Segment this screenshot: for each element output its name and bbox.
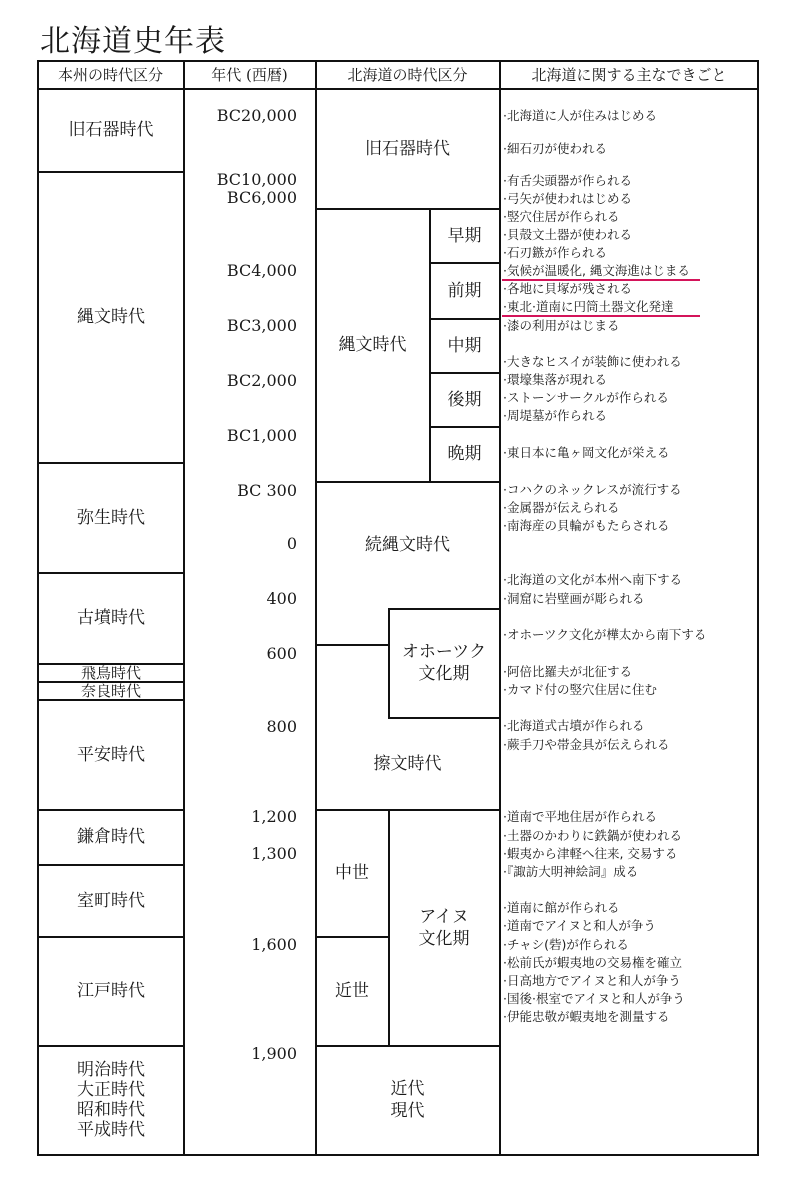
hokkaido-period-kindai bbox=[316, 1046, 499, 1154]
event-item: ·道南でアイヌと和人が争う bbox=[503, 918, 656, 933]
hokkaido-period-kyusekki: 旧石器時代 bbox=[365, 138, 450, 159]
event-item: ·洞窟に岩壁画が彫られる bbox=[503, 591, 645, 606]
honshu-period-modern bbox=[39, 1046, 183, 1154]
honshu-period-meiji: 明治時代 bbox=[77, 1060, 145, 1080]
event-item-highlighted: ·東北·道南に円筒土器文化発達 bbox=[503, 299, 674, 314]
honshu-period-kyusekki: 旧石器時代 bbox=[68, 120, 154, 140]
year-label: 0 bbox=[286, 534, 297, 553]
event-item: ·オホーツク文化が樺太から南下する bbox=[503, 627, 707, 642]
event-item: ·東日本に亀ヶ岡文化が栄える bbox=[503, 445, 670, 460]
hokkaido-period-ainu bbox=[389, 810, 499, 1045]
event-item: ·蝦夷から津軽へ往来, 交易する bbox=[503, 846, 678, 861]
honshu-period-muromachi: 室町時代 bbox=[77, 890, 145, 911]
event-item: ·伊能忠敬が蝦夷地を測量する bbox=[503, 1009, 670, 1024]
event-item: ·細石刃が使われる bbox=[503, 141, 607, 156]
year-label: BC2,000 bbox=[226, 371, 297, 390]
event-item: ·国後·根室でアイヌと和人が争う bbox=[503, 991, 685, 1006]
column-divider bbox=[499, 61, 501, 1155]
jomon-subperiod-middle: 中期 bbox=[447, 335, 482, 356]
event-item: ·弓矢が使われはじめる bbox=[503, 191, 632, 206]
year-label: BC3,000 bbox=[226, 316, 297, 335]
page-title: 北海道史年表 bbox=[40, 24, 226, 59]
event-item: ·蕨手刀や帯金具が伝えられる bbox=[503, 737, 670, 752]
event-item: ·周堤墓が作られる bbox=[503, 408, 607, 423]
event-item: ·大きなヒスイが装飾に使われる bbox=[503, 354, 682, 369]
header-hokkaido: 北海道の時代区分 bbox=[347, 66, 468, 84]
event-item: ·北海道式古墳が作られる bbox=[503, 718, 645, 733]
hokkaido-period-satsumon: 擦文時代 bbox=[373, 753, 442, 774]
jomon-subperiod-early: 早期 bbox=[447, 225, 482, 246]
event-item: ·北海道の文化が本州へ南下する bbox=[503, 572, 682, 587]
year-label: BC6,000 bbox=[226, 188, 297, 207]
year-label: BC20,000 bbox=[216, 106, 297, 125]
year-label: BC4,000 bbox=[226, 261, 297, 280]
event-item: ·カマド付の竪穴住居に住む bbox=[503, 682, 657, 697]
honshu-period-showa: 昭和時代 bbox=[77, 1100, 145, 1120]
year-label: 1,200 bbox=[251, 807, 297, 826]
event-item: ·竪穴住居が作られる bbox=[503, 209, 620, 224]
event-item: ·石刃鏃が作られる bbox=[503, 245, 607, 260]
event-item: ·道南で平地住居が作られる bbox=[503, 809, 657, 824]
year-label: 400 bbox=[266, 589, 297, 608]
event-item: ·コハクのネックレスが流行する bbox=[503, 482, 682, 497]
event-item: ·ストーンサークルが作られる bbox=[503, 390, 669, 405]
event-item: ·貝殻文土器が使われる bbox=[503, 227, 632, 242]
honshu-period-heian: 平安時代 bbox=[77, 744, 145, 765]
column-divider bbox=[183, 61, 185, 1155]
honshu-period-heisei: 平成時代 bbox=[77, 1120, 145, 1140]
year-label: BC 300 bbox=[237, 481, 297, 500]
event-item: ·『諏訪大明神絵詞』成る bbox=[503, 864, 639, 879]
event-item: ·道南に館が作られる bbox=[503, 900, 620, 915]
year-label: 800 bbox=[266, 717, 297, 736]
hokkaido-period-zoku-jomon: 続縄文時代 bbox=[365, 535, 450, 555]
honshu-period-jomon: 縄文時代 bbox=[77, 307, 145, 327]
honshu-period-taisho: 大正時代 bbox=[77, 1080, 145, 1100]
event-item: ·環壕集落が現れる bbox=[503, 372, 607, 387]
event-item-highlighted: ·気候が温暖化, 縄文海進はじまる bbox=[503, 263, 690, 278]
header-events: 北海道に関する主なできごと bbox=[531, 66, 727, 84]
kindai-label-line2: 現代 bbox=[390, 1101, 425, 1121]
jomon-subperiod-final: 晩期 bbox=[447, 444, 482, 464]
year-label: 600 bbox=[266, 644, 297, 663]
jomon-subperiod-late: 後期 bbox=[447, 389, 482, 410]
year-label: BC10,000 bbox=[216, 170, 297, 189]
okhotsk-label-line2: 文化期 bbox=[418, 664, 470, 684]
hokkaido-period-jomon: 縄文時代 bbox=[338, 335, 407, 355]
year-label: 1,900 bbox=[251, 1044, 297, 1063]
event-item: ·土器のかわりに鉄鍋が使われる bbox=[503, 828, 682, 843]
hokkaido-period-okhotsk bbox=[389, 609, 499, 717]
event-item: ·日高地方でアイヌと和人が争う bbox=[503, 973, 681, 988]
honshu-period-asuka: 飛鳥時代 bbox=[80, 663, 141, 682]
ainu-label-line1: アイヌ bbox=[419, 906, 469, 927]
honshu-period-kamakura: 鎌倉時代 bbox=[77, 827, 145, 847]
okhotsk-label-line1: オホーツク bbox=[401, 642, 487, 662]
event-item: ·南海産の貝輪がもたらされる bbox=[503, 518, 670, 533]
hokkaido-period-kinsei: 近世 bbox=[335, 981, 369, 1001]
honshu-period-nara: 奈良時代 bbox=[80, 681, 141, 700]
event-item: ·金属器が伝えられる bbox=[503, 500, 620, 515]
jomon-subperiod-first: 前期 bbox=[447, 280, 482, 301]
hokkaido-period-chusei: 中世 bbox=[335, 863, 369, 883]
ainu-label-line2: 文化期 bbox=[418, 928, 470, 949]
event-item: ·各地に貝塚が残される bbox=[503, 281, 632, 296]
year-label: BC1,000 bbox=[226, 426, 297, 445]
event-item: ·北海道に人が住みはじめる bbox=[503, 108, 657, 123]
header-year: 年代 (西暦) bbox=[211, 66, 288, 84]
honshu-period-kofun: 古墳時代 bbox=[77, 608, 145, 628]
header-honshu: 本州の時代区分 bbox=[57, 66, 163, 84]
hokkaido-divider bbox=[316, 644, 388, 646]
year-label: 1,300 bbox=[251, 844, 297, 863]
event-item: ·有舌尖頭器が作られる bbox=[503, 173, 632, 188]
event-item: ·チャシ(砦)が作られる bbox=[503, 937, 629, 952]
event-item: ·阿倍比羅夫が北征する bbox=[503, 664, 632, 679]
event-item: ·松前氏が蝦夷地の交易権を確立 bbox=[503, 955, 682, 970]
event-item: ·漆の利用がはじまる bbox=[503, 318, 620, 333]
kindai-label-line1: 近代 bbox=[390, 1079, 425, 1099]
honshu-period-yayoi: 弥生時代 bbox=[77, 507, 145, 528]
honshu-period-edo: 江戸時代 bbox=[77, 981, 145, 1001]
year-label: 1,600 bbox=[251, 935, 297, 954]
